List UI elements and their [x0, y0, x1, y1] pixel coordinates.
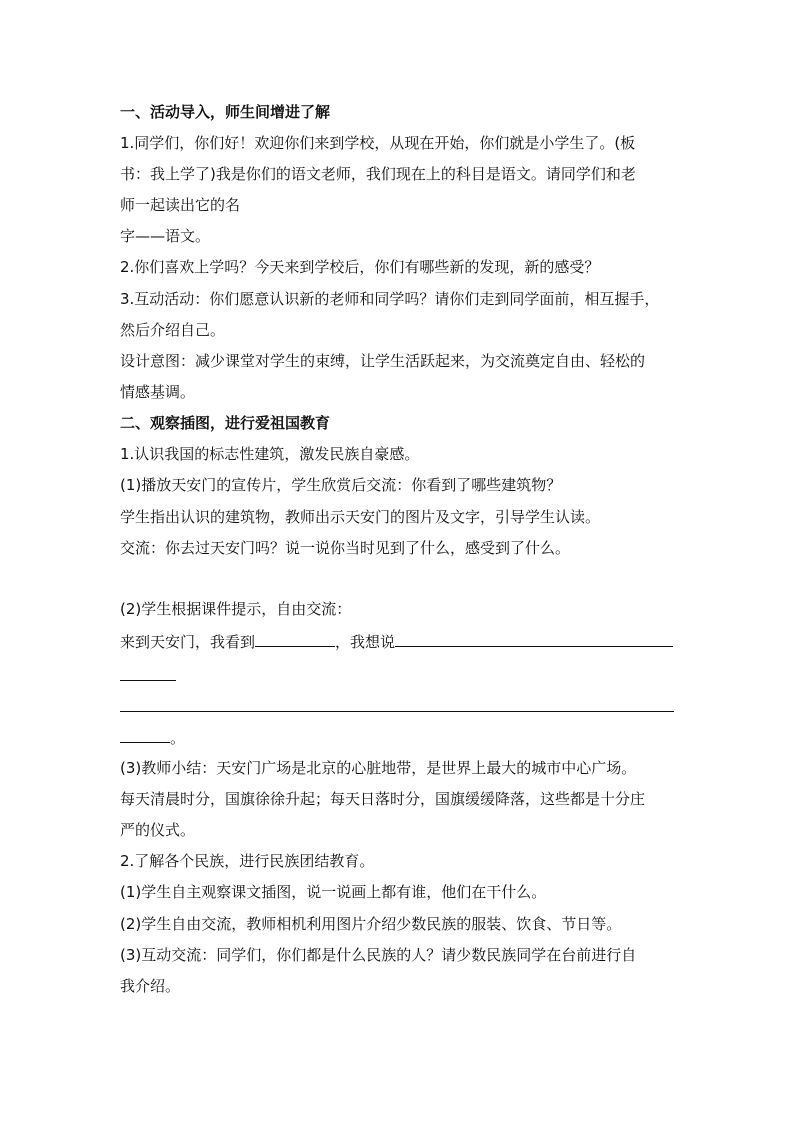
- blank-say-continued[interactable]: [120, 680, 176, 681]
- paragraph-line: 每天清晨时分，国旗徐徐升起；每天日落时分，国旗缓缓降落，这些都是十分庄: [120, 790, 646, 808]
- paragraph-line: 字——语文。: [120, 227, 211, 245]
- paragraph-line: 我介绍。: [120, 977, 181, 995]
- paragraph-line: 1.认识我国的标志性建筑，激发民族自豪感。: [120, 445, 420, 463]
- paragraph-line: (2)学生自由交流，教师相机利用图片介绍少数民族的服装、饮食、节日等。: [120, 915, 622, 933]
- paragraph-line: 然后介绍自己。: [120, 321, 226, 339]
- paragraph-line: 3.互动活动：你们愿意认识新的老师和同学吗？请你们走到同学面前，相互握手，: [120, 290, 660, 308]
- paragraph-line: 学生指出认识的建筑物，教师出示天安门的图片及文字，引导学生认读。: [120, 508, 601, 526]
- fill-end-mark: 。: [170, 729, 186, 747]
- design-intent-line: 设计意图：减少课堂对学生的束缚，让学生活跃起来，为交流奠定自由、轻松的: [120, 352, 646, 370]
- blank-say-line[interactable]: [120, 711, 674, 712]
- blank-say[interactable]: [395, 631, 673, 647]
- paragraph-line: (3)教师小结：天安门广场是北京的心脏地带，是世界上最大的城市中心广场。: [120, 759, 637, 777]
- paragraph-line: (3)互动交流：同学们，你们都是什么民族的人？请少数民族同学在台前进行自: [120, 946, 637, 964]
- fill-in-line: [120, 631, 680, 652]
- paragraph-line: 师一起读出它的名: [120, 196, 241, 214]
- paragraph-line: 严的仪式。: [120, 821, 196, 839]
- blank-say-end[interactable]: [120, 727, 170, 743]
- section-heading-1: 一、活动导入，师生间增进了解: [120, 103, 331, 121]
- paragraph-line: 交流：你去过天安门吗？说一说你当时见到了什么，感受到了什么。: [120, 539, 571, 557]
- paragraph-line: 1.同学们，你们好！欢迎你们来到学校，从现在开始，你们就是小学生了。(板: [120, 134, 636, 152]
- paragraph-line: 书：我上学了)我是你们的语文老师，我们现在上的科目是语文。请同学们和老: [120, 165, 636, 183]
- paragraph-line: (1)播放天安门的宣传片，学生欣赏后交流：你看到了哪些建筑物？: [120, 476, 562, 494]
- fill-in-end-line: [120, 727, 680, 748]
- fill-text-a: 来到天安门，我看到: [120, 633, 256, 651]
- paragraph-line: (1)学生自主观察课文插图，说一说画上都有谁，他们在干什么。: [120, 883, 547, 901]
- paragraph-line: (2)学生根据课件提示，自由交流：: [120, 600, 352, 618]
- blank-see[interactable]: [255, 631, 335, 647]
- design-intent-line: 情感基调。: [120, 383, 196, 401]
- section-heading-2: 二、观察插图，进行爱祖国教育: [120, 414, 331, 432]
- paragraph-line: 2.你们喜欢上学吗？今天来到学校后，你们有哪些新的发现，新的感受？: [120, 258, 600, 276]
- paragraph-line: 2.了解各个民族，进行民族团结教育。: [120, 852, 375, 870]
- fill-text-b: ，我想说: [335, 633, 396, 651]
